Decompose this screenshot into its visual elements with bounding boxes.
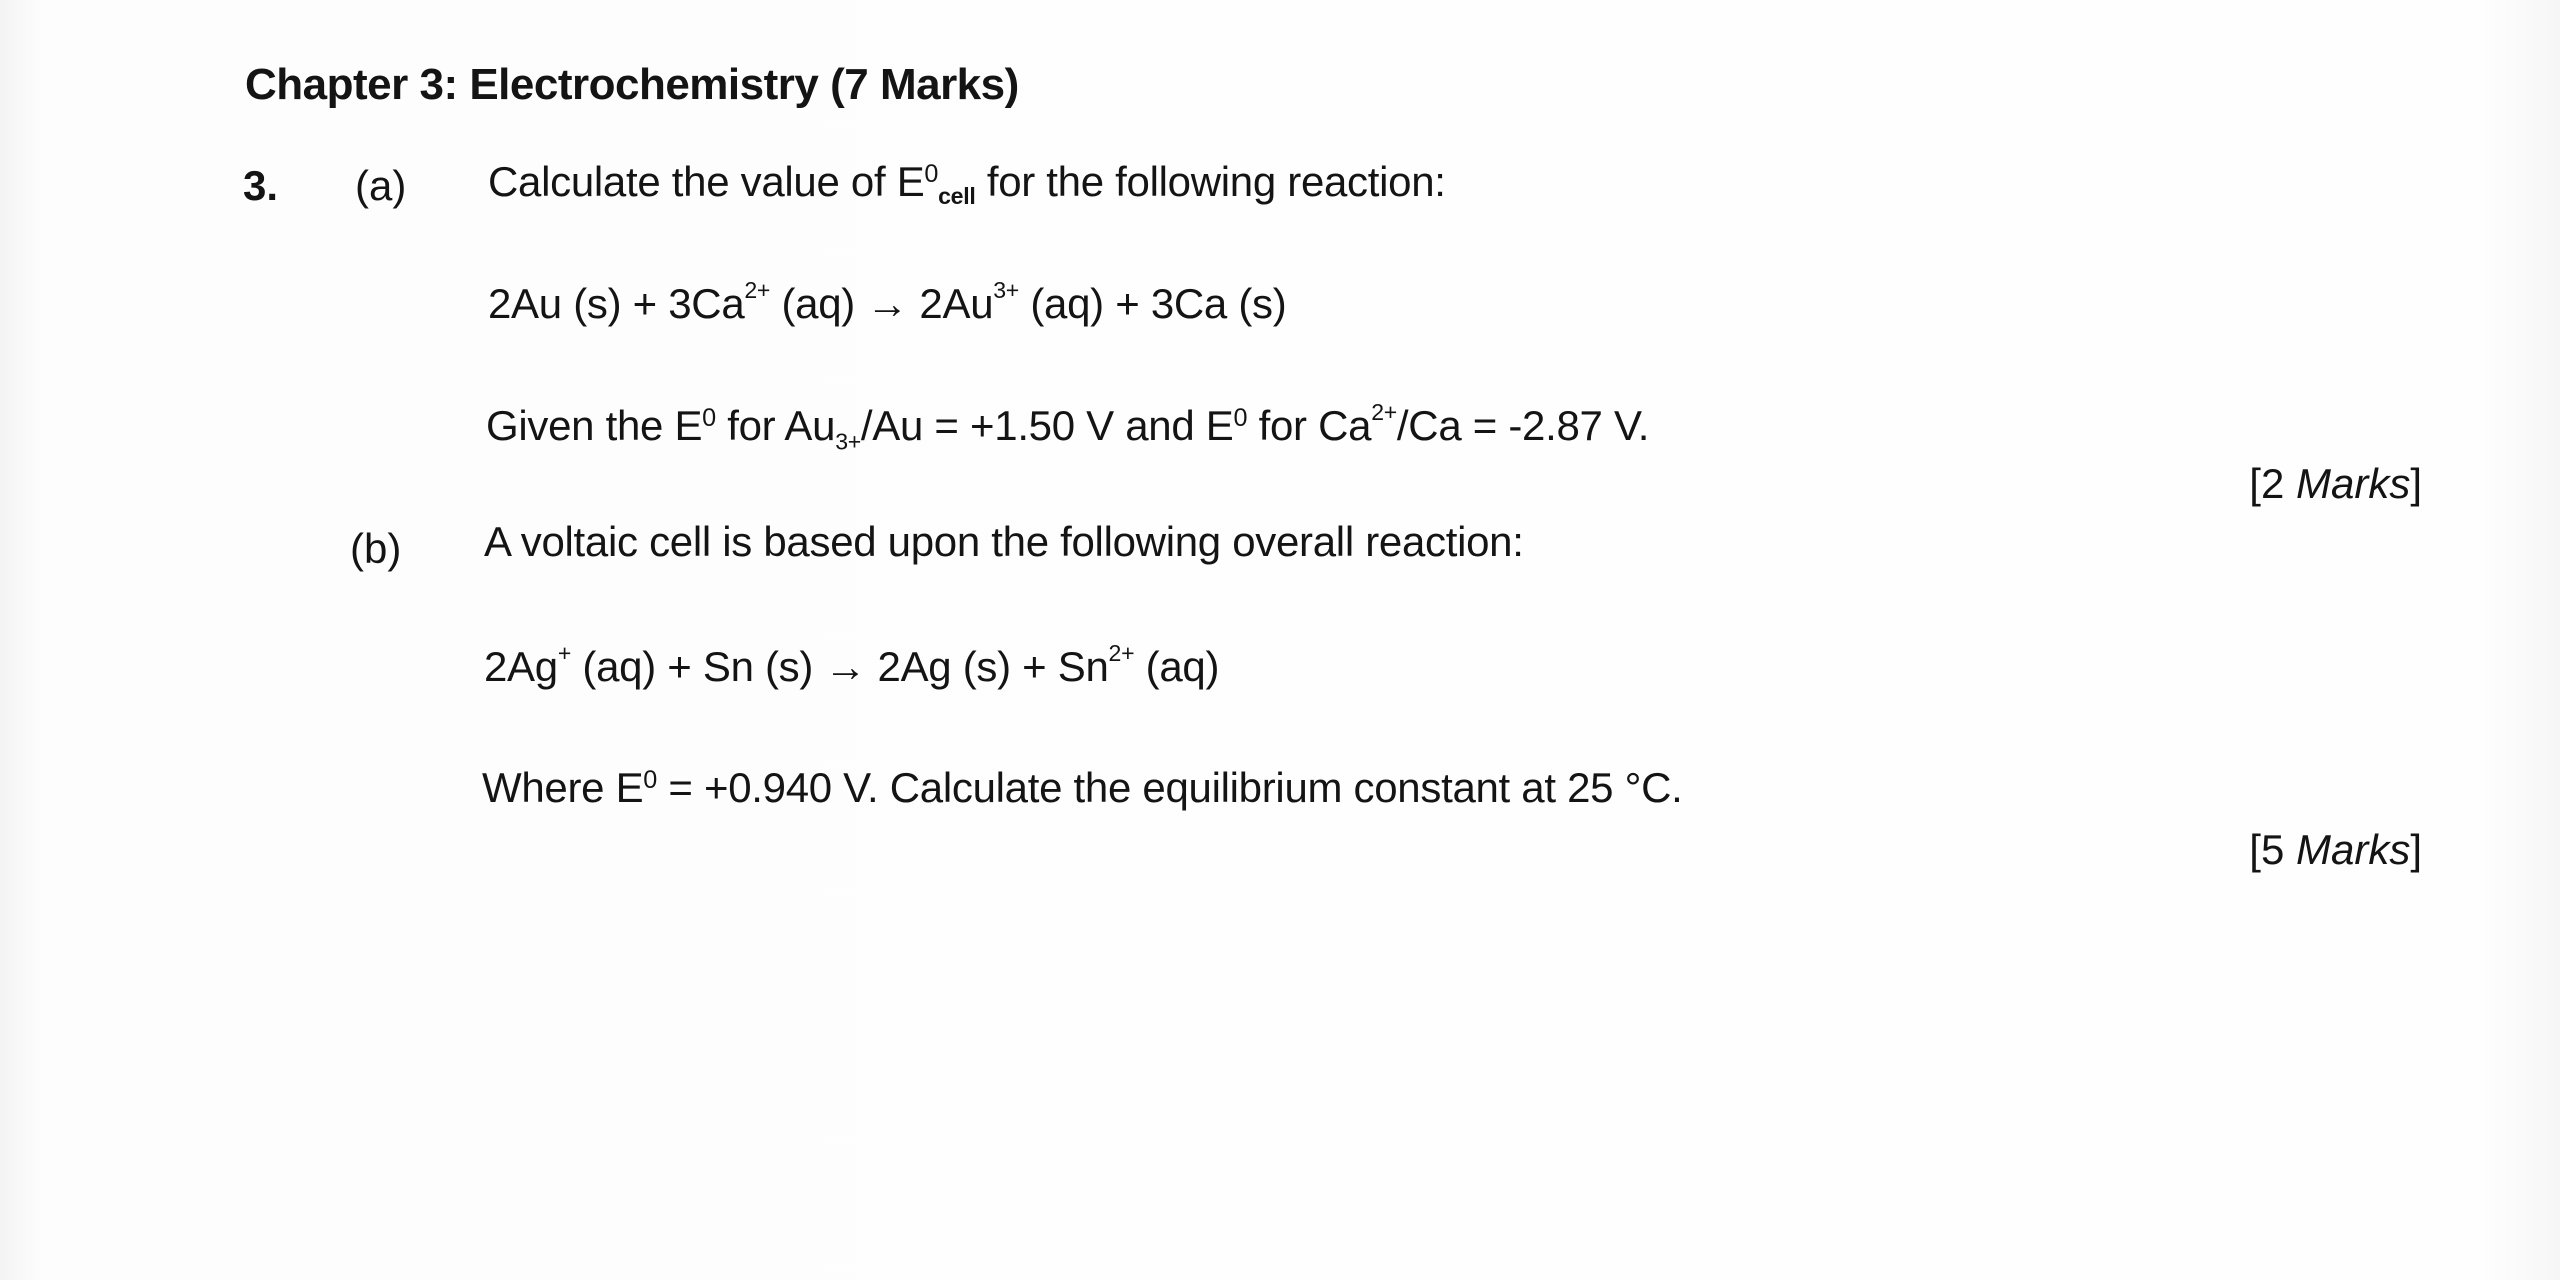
part-b-reaction (484, 640, 1220, 691)
question-number: 3. (243, 162, 279, 209)
standard-symbol: 0 (702, 404, 716, 433)
reaction-text: (aq) → 2Au (770, 280, 994, 327)
cell-subscript: cell (938, 183, 976, 210)
reaction-text: (aq) + 3Ca (s) (1019, 280, 1287, 327)
reaction-text: (aq) + Sn (s) → 2Ag (s) + Sn (571, 643, 1109, 690)
marks-open: [2 (2249, 460, 2296, 507)
where-text: Where E (482, 764, 644, 811)
part-a-reaction (488, 277, 1287, 328)
part-a-prompt (488, 158, 1446, 210)
chapter-heading: Chapter 3: Electrochemistry (7 Marks) (245, 60, 1019, 109)
charge: 2+ (744, 277, 771, 304)
given-text: for Au (715, 402, 836, 449)
reaction-text: 2Ag (484, 643, 558, 690)
part-b-marks (2249, 826, 2422, 874)
part-a-marks (2249, 460, 2422, 508)
part-b-label: (b) (350, 525, 402, 572)
part-a-prompt-text-end: for the following reaction: (975, 158, 1446, 205)
marks-open: [5 (2249, 826, 2296, 873)
marks-word: Marks (2295, 826, 2411, 873)
part-a-given (486, 399, 1650, 455)
part-b-prompt: A voltaic cell is based upon the following overall reaction: (484, 518, 1524, 565)
charge: 2+ (1371, 399, 1397, 426)
given-text: /Au = +1.50 V and E (860, 402, 1234, 449)
reaction-text: (aq) (1134, 643, 1220, 690)
part-a-label: (a) (355, 162, 407, 209)
given-text: Given the E (486, 402, 703, 449)
part-a-prompt-text: Calculate the value of E (488, 158, 925, 205)
standard-symbol: 0 (924, 160, 939, 189)
charge: 3+ (993, 277, 1019, 304)
part-b-where (482, 764, 1682, 812)
charge: + (557, 640, 572, 667)
reaction-text: 2Au (s) + 3Ca (488, 280, 745, 327)
marks-close: ] (2410, 826, 2422, 873)
marks-word: Marks (2295, 460, 2411, 507)
standard-symbol: 0 (1233, 404, 1248, 433)
charge: 2+ (1108, 640, 1135, 667)
standard-symbol: 0 (643, 766, 658, 795)
where-text: = +0.940 V. Calculate the equilibrium constant at 25 °C. (657, 764, 1683, 811)
given-text: for Ca (1247, 402, 1372, 449)
given-text: /Ca = -2.87 V. (1396, 402, 1650, 449)
marks-close: ] (2410, 460, 2422, 507)
charge: 3+ (835, 428, 861, 455)
